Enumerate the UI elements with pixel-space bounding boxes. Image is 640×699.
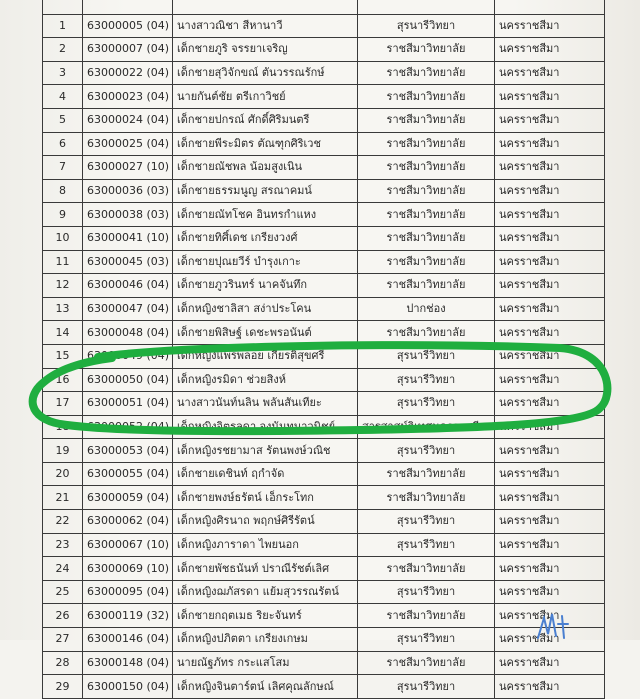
student-id-cell: 63000047 (04) [83, 297, 173, 321]
student-id-cell [83, 0, 173, 14]
table-row [43, 0, 605, 14]
school-cell: ราชสีมาวิทยาลัย [358, 156, 495, 180]
province-cell: นครราชสีมา [495, 604, 605, 628]
student-name-cell: เด็กชายปุณยวีร์ บำรุงเกาะ [173, 250, 358, 274]
row-number-cell: 20 [43, 462, 83, 486]
table-row [43, 250, 605, 274]
student-id-cell: 63000027 (10) [83, 156, 173, 180]
province-cell: นครราชสีมา [495, 510, 605, 534]
student-name-cell: เด็กชายทิศิ์เดช เกรียงวงศ์ [173, 226, 358, 250]
province-cell: นครราชสีมา [495, 179, 605, 203]
student-name-cell: นายณัฐภัทร กระแสโสม [173, 651, 358, 675]
student-id-cell: 63000038 (03) [83, 203, 173, 227]
table-row [43, 557, 605, 581]
province-cell: นครราชสีมา [495, 580, 605, 604]
province-cell: นครราชสีมา [495, 203, 605, 227]
row-number-cell: 5 [43, 108, 83, 132]
student-id-cell: 63000049 (04) [83, 344, 173, 368]
student-name-cell: เด็กชายณัชพล น้อมสูงเนิน [173, 156, 358, 180]
table-row [43, 344, 605, 368]
table-row [43, 132, 605, 156]
row-number-cell: 6 [43, 132, 83, 156]
school-cell: สุรนารีวิทยา [358, 344, 495, 368]
province-cell: นครราชสีมา [495, 392, 605, 416]
student-id-cell: 63000148 (04) [83, 651, 173, 675]
school-cell: ราชสีมาวิทยาลัย [358, 61, 495, 85]
student-name-cell: เด็กชายพีระมิตร ตัณฑุกศิริเวช [173, 132, 358, 156]
row-number-cell: 29 [43, 675, 83, 699]
row-number-cell: 24 [43, 557, 83, 581]
student-name-cell: เด็กชายสุวิจักขณ์ ตันวรรณรักษ์ [173, 61, 358, 85]
school-cell: สุรนารีวิทยา [358, 628, 495, 652]
row-number-cell: 10 [43, 226, 83, 250]
table-row [43, 108, 605, 132]
school-cell: ราชสีมาวิทยาลัย [358, 108, 495, 132]
table-row [43, 38, 605, 62]
student-id-cell: 63000055 (04) [83, 462, 173, 486]
student-name-cell: เด็กชายพิสิษฐ์ เดชะพรอนันต์ [173, 321, 358, 345]
row-number-cell: 17 [43, 392, 83, 416]
school-cell: ราชสีมาวิทยาลัย [358, 203, 495, 227]
student-id-cell: 63000024 (04) [83, 108, 173, 132]
table-row [43, 321, 605, 345]
row-number-cell: 27 [43, 628, 83, 652]
province-cell: นครราชสีมา [495, 557, 605, 581]
student-id-cell: 63000025 (04) [83, 132, 173, 156]
student-name-cell: เด็กชายธรรมนูญ สรณาคมน์ [173, 179, 358, 203]
student-name-cell [173, 0, 358, 14]
roster-body [43, 0, 605, 698]
row-number-cell: 22 [43, 510, 83, 534]
student-name-cell: เด็กชายปกรณ์ ศักดิ์ศิริมนตรี [173, 108, 358, 132]
school-cell: สุรนารีวิทยา [358, 533, 495, 557]
province-cell: นครราชสีมา [495, 415, 605, 439]
table-row [43, 14, 605, 38]
row-number-cell: 23 [43, 533, 83, 557]
student-name-cell: เด็กหญิงศิรนาถ พฤกษ์ศิรีรัตน์ [173, 510, 358, 534]
row-number-cell [43, 0, 83, 14]
student-id-cell: 63000005 (04) [83, 14, 173, 38]
school-cell: สุรนารีวิทยา [358, 368, 495, 392]
student-id-cell: 63000067 (10) [83, 533, 173, 557]
school-cell: สุรนารีวิทยา [358, 510, 495, 534]
table-row [43, 368, 605, 392]
province-cell: นครราชสีมา [495, 274, 605, 298]
school-cell: ราชสีมาวิทยาลัย [358, 651, 495, 675]
province-cell: นครราชสีมา [495, 628, 605, 652]
student-name-cell: เด็กหญิงปภิตตา เกรียงเกษม [173, 628, 358, 652]
province-cell: นครราชสีมา [495, 321, 605, 345]
school-cell: ราชสีมาวิทยาลัย [358, 557, 495, 581]
table-row [43, 580, 605, 604]
table-row [43, 226, 605, 250]
row-number-cell: 21 [43, 486, 83, 510]
student-name-cell: เด็กชายภูวรินทร์ นาคจันทึก [173, 274, 358, 298]
school-cell: ราชสีมาวิทยาลัย [358, 250, 495, 274]
province-cell: นครราชสีมา [495, 297, 605, 321]
table-row [43, 297, 605, 321]
row-number-cell: 2 [43, 38, 83, 62]
student-id-cell: 63000007 (04) [83, 38, 173, 62]
student-id-cell: 63000051 (04) [83, 392, 173, 416]
school-cell: ราชสีมาวิทยาลัย [358, 321, 495, 345]
row-number-cell: 26 [43, 604, 83, 628]
student-name-cell: นางสาวนันท์นลิน พลันสันเทียะ [173, 392, 358, 416]
province-cell: นครราชสีมา [495, 85, 605, 109]
student-name-cell: เด็กหญิงจิตรลดา จงนันทนาวนิชย์ [173, 415, 358, 439]
student-id-cell: 63000150 (04) [83, 675, 173, 699]
student-id-cell: 63000059 (04) [83, 486, 173, 510]
school-cell: ราชสีมาวิทยาลัย [358, 38, 495, 62]
student-id-cell: 63000041 (10) [83, 226, 173, 250]
student-name-cell: เด็กชายภูริ จรรยาเจริญ [173, 38, 358, 62]
student-id-cell: 63000062 (04) [83, 510, 173, 534]
table-row [43, 533, 605, 557]
student-id-cell: 63000146 (04) [83, 628, 173, 652]
student-name-cell: เด็กหญิงรมิดา ช่วยสิงห์ [173, 368, 358, 392]
table-row [43, 179, 605, 203]
province-cell: นครราชสีมา [495, 132, 605, 156]
school-cell: ราชสีมาวิทยาลัย [358, 226, 495, 250]
table-row [43, 439, 605, 463]
school-cell: สุรนารีวิทยา [358, 675, 495, 699]
table-row [43, 510, 605, 534]
province-cell: นครราชสีมา [495, 14, 605, 38]
row-number-cell: 18 [43, 415, 83, 439]
student-name-cell: เด็กหญิงภาราดา ไพยนอก [173, 533, 358, 557]
student-name-cell: เด็กชายณัทโชค อินทรกำแหง [173, 203, 358, 227]
student-name-cell: เด็กชายพงษ์ธรัตน์ เอ็กระโทก [173, 486, 358, 510]
table-row [43, 415, 605, 439]
table-row [43, 85, 605, 109]
province-cell: นครราชสีมา [495, 108, 605, 132]
school-cell: สุรนารีวิทยา [358, 580, 495, 604]
student-id-cell: 63000050 (04) [83, 368, 173, 392]
table-row [43, 651, 605, 675]
school-cell: ปากช่อง [358, 297, 495, 321]
province-cell: นครราชสีมา [495, 226, 605, 250]
student-name-cell: นายกันต์ชัย ตรีเกาวิชย์ [173, 85, 358, 109]
school-cell: ราชสีมาวิทยาลัย [358, 604, 495, 628]
table-row [43, 156, 605, 180]
student-id-cell: 63000046 (04) [83, 274, 173, 298]
table-row [43, 628, 605, 652]
province-cell: นครราชสีมา [495, 675, 605, 699]
province-cell: นครราชสีมา [495, 250, 605, 274]
province-cell: นครราชสีมา [495, 61, 605, 85]
province-cell: นครราชสีมา [495, 486, 605, 510]
row-number-cell: 1 [43, 14, 83, 38]
student-id-cell: 63000053 (04) [83, 439, 173, 463]
school-cell: ราชสีมาวิทยาลัย [358, 274, 495, 298]
row-number-cell: 28 [43, 651, 83, 675]
school-cell [358, 0, 495, 14]
school-cell: ราชสีมาวิทยาลัย [358, 486, 495, 510]
row-number-cell: 7 [43, 156, 83, 180]
student-name-cell: นางสาวณิชา สีหานาวี [173, 14, 358, 38]
school-cell: สุรนารีวิทยา [358, 14, 495, 38]
table-row [43, 675, 605, 699]
student-name-cell: เด็กหญิงจินตาร์ตน์ เลิศคุณลักษณ์ [173, 675, 358, 699]
student-name-cell: เด็กหญิงฌภัสรดา แย้มสุวรรณรัตน์ [173, 580, 358, 604]
province-cell [495, 0, 605, 14]
student-id-cell: 63000045 (03) [83, 250, 173, 274]
table-row [43, 61, 605, 85]
table-row [43, 274, 605, 298]
school-cell: ราชสีมาวิทยาลัย [358, 85, 495, 109]
student-name-cell: เด็กชายพัชธนันท์ ปราณีรัชต์เลิศ [173, 557, 358, 581]
student-id-cell: 63000052 (04) [83, 415, 173, 439]
table-row [43, 604, 605, 628]
student-name-cell: เด็กหญิงชาลิสา สง่าประโคน [173, 297, 358, 321]
student-name-cell: เด็กหญิงแพรพลอย เกียรติสุขศรี [173, 344, 358, 368]
row-number-cell: 12 [43, 274, 83, 298]
row-number-cell: 19 [43, 439, 83, 463]
table-row [43, 462, 605, 486]
row-number-cell: 3 [43, 61, 83, 85]
student-name-cell: เด็กชายเดชินท์ ฤกำจัด [173, 462, 358, 486]
row-number-cell: 14 [43, 321, 83, 345]
student-id-cell: 63000095 (04) [83, 580, 173, 604]
student-roster-table [42, 0, 605, 699]
province-cell: นครราชสีมา [495, 439, 605, 463]
row-number-cell: 13 [43, 297, 83, 321]
row-number-cell: 8 [43, 179, 83, 203]
province-cell: นครราชสีมา [495, 651, 605, 675]
school-cell: สารสาสน์วิเทศนครราชสีมา [358, 415, 495, 439]
table-row [43, 486, 605, 510]
student-id-cell: 63000119 (32) [83, 604, 173, 628]
student-id-cell: 63000069 (10) [83, 557, 173, 581]
province-cell: นครราชสีมา [495, 462, 605, 486]
school-cell: สุรนารีวิทยา [358, 439, 495, 463]
school-cell: ราชสีมาวิทยาลัย [358, 179, 495, 203]
province-cell: นครราชสีมา [495, 533, 605, 557]
province-cell: นครราชสีมา [495, 368, 605, 392]
table-row [43, 203, 605, 227]
student-id-cell: 63000022 (04) [83, 61, 173, 85]
row-number-cell: 4 [43, 85, 83, 109]
student-id-cell: 63000048 (04) [83, 321, 173, 345]
school-cell: ราชสีมาวิทยาลัย [358, 462, 495, 486]
province-cell: นครราชสีมา [495, 38, 605, 62]
province-cell: นครราชสีมา [495, 344, 605, 368]
student-id-cell: 63000023 (04) [83, 85, 173, 109]
student-name-cell: เด็กหญิงรชยามาส รัตนพงษ์วณิช [173, 439, 358, 463]
province-cell: นครราชสีมา [495, 156, 605, 180]
row-number-cell: 9 [43, 203, 83, 227]
table-row [43, 392, 605, 416]
school-cell: ราชสีมาวิทยาลัย [358, 132, 495, 156]
row-number-cell: 16 [43, 368, 83, 392]
student-name-cell: เด็กชายกฤตเมธ ริยะจันทร์ [173, 604, 358, 628]
row-number-cell: 15 [43, 344, 83, 368]
row-number-cell: 25 [43, 580, 83, 604]
school-cell: สุรนารีวิทยา [358, 392, 495, 416]
student-id-cell: 63000036 (03) [83, 179, 173, 203]
row-number-cell: 11 [43, 250, 83, 274]
